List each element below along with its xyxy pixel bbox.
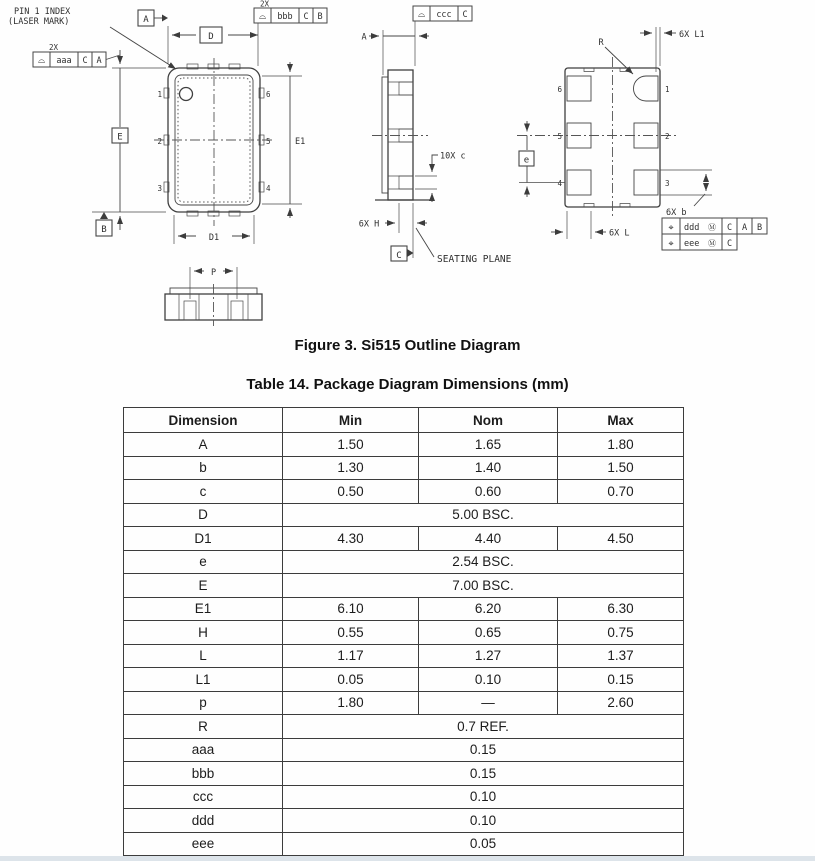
fcf-aaa-d1: C [82, 56, 88, 66]
nom-cell: 0.65 [419, 621, 558, 645]
table-row [124, 762, 684, 786]
max-cell: 6.30 [558, 597, 684, 621]
fcf-ccc-tol: ccc [436, 10, 452, 20]
bottom-pin-5: 5 [557, 132, 562, 141]
min-cell: 1.80 [283, 691, 419, 715]
table-row [124, 527, 684, 551]
datum-a-label: A [143, 15, 149, 25]
front-pin-4: 4 [266, 184, 271, 193]
mmc-modifier: Ⓜ [708, 223, 716, 232]
dim-cell: D1 [124, 527, 283, 551]
label-6x-b: 6X b [666, 208, 687, 218]
table-row [124, 785, 684, 809]
dim-cell: H [124, 621, 283, 645]
nom-cell: 1.27 [419, 644, 558, 668]
front-pin-3: 3 [157, 184, 162, 193]
max-cell: 0.15 [558, 668, 684, 692]
pin1-index-note: PIN 1 INDEX [14, 7, 71, 17]
pad-pin1-rounded [634, 76, 659, 101]
fcf-bbb-tol: bbb [277, 12, 293, 22]
dim-cell: ddd [124, 809, 283, 833]
figure-caption: Figure 3. Si515 Outline Diagram [294, 337, 521, 354]
feature-control-frame-bbb [254, 0, 327, 66]
outline-diagram [0, 0, 815, 335]
dim-e-pitch-label: e [523, 155, 530, 166]
span-cell: 0.15 [283, 762, 684, 786]
dim-d1-label: D1 [208, 233, 220, 243]
dim-cell: L1 [124, 668, 283, 692]
datum-c-label: C [396, 251, 402, 261]
end-view [165, 267, 262, 326]
label-6x-h: 6X H [358, 219, 380, 230]
profile-symbol: ⌓ [417, 10, 426, 20]
mmc-modifier: Ⓜ [708, 239, 716, 248]
span-cell: 0.15 [283, 738, 684, 762]
side-view-body [388, 70, 413, 200]
fcf-aaa-qty: 2X [49, 43, 59, 52]
seating-plane-label: SEATING PLANE [437, 254, 512, 265]
label-6x-l1: 6X L1 [679, 30, 705, 40]
label-10x-c: 10X c [440, 151, 466, 162]
table-title: Table 14. Package Diagram Dimensions (mm) [246, 376, 569, 393]
page-edge-strip [0, 856, 815, 861]
pad [634, 170, 658, 195]
min-cell: 0.50 [283, 480, 419, 504]
dim-cell: E1 [124, 597, 283, 621]
dim-cell: aaa [124, 738, 283, 762]
side-view [359, 6, 512, 265]
span-cell: 0.10 [283, 785, 684, 809]
pin1-index-note-2: (LASER MARK) [8, 17, 70, 27]
table-row [124, 832, 684, 856]
dim-cell: bbb [124, 762, 283, 786]
fcf-ddd-tol: ddd [684, 223, 700, 233]
nom-cell: 1.65 [419, 433, 558, 457]
span-cell: 0.7 REF. [283, 715, 684, 739]
feature-control-frame-ddd [662, 218, 767, 234]
table-header-row [124, 408, 684, 433]
min-cell: 4.30 [283, 527, 419, 551]
min-cell: 1.30 [283, 456, 419, 480]
min-cell: 0.55 [283, 621, 419, 645]
fcf-eee-d1: C [726, 239, 733, 249]
table-row [124, 574, 684, 598]
max-cell: 0.70 [558, 480, 684, 504]
dim-cell: e [124, 550, 283, 574]
dim-cell: b [124, 456, 283, 480]
table-row [124, 456, 684, 480]
datum-b-label: B [101, 225, 107, 235]
table-row [124, 644, 684, 668]
max-cell: 1.50 [558, 456, 684, 480]
fcf-aaa-d2: A [96, 56, 102, 66]
dim-cell: L [124, 644, 283, 668]
dim-p-label: P [210, 268, 217, 278]
bottom-pin-1: 1 [665, 85, 670, 94]
table-row [124, 715, 684, 739]
dim-cell: p [124, 691, 283, 715]
max-cell: 1.37 [558, 644, 684, 668]
dim-a-label: A [361, 32, 367, 43]
bottom-pin-3: 3 [665, 179, 670, 188]
col-header-max: Max [558, 408, 684, 433]
profile-symbol: ⌓ [37, 56, 46, 66]
table-row [124, 550, 684, 574]
table-row [124, 809, 684, 833]
fcf-aaa-tol: aaa [56, 56, 72, 66]
position-symbol: ⌖ [668, 239, 674, 250]
dimensions-table [123, 407, 684, 856]
feature-control-frame-eee [662, 234, 737, 250]
dim-cell: E [124, 574, 283, 598]
dim-e1-label: E1 [295, 137, 306, 147]
fcf-ddd-d3: B [756, 223, 763, 233]
min-cell: 1.50 [283, 433, 419, 457]
dim-cell: ccc [124, 785, 283, 809]
span-cell: 5.00 BSC. [283, 503, 684, 527]
dim-d-label: D [208, 32, 214, 42]
front-pin-1: 1 [157, 90, 162, 99]
pin1-index-mark [180, 88, 193, 101]
nom-cell: — [419, 691, 558, 715]
front-pin-2: 2 [157, 137, 162, 146]
dim-cell: A [124, 433, 283, 457]
dim-cell: D [124, 503, 283, 527]
max-cell: 1.80 [558, 433, 684, 457]
pad [567, 76, 591, 101]
dim-e-label: E [117, 132, 123, 143]
label-6x-l: 6X L [609, 228, 630, 239]
span-cell: 7.00 BSC. [283, 574, 684, 598]
profile-symbol: ⌓ [258, 12, 267, 22]
table-row [124, 433, 684, 457]
span-cell: 0.05 [283, 832, 684, 856]
table-row [124, 621, 684, 645]
front-pin-5: 5 [266, 137, 271, 146]
span-cell: 2.54 BSC. [283, 550, 684, 574]
bottom-pin-6: 6 [557, 85, 562, 94]
col-header-nom: Nom [419, 408, 558, 433]
min-cell: 1.17 [283, 644, 419, 668]
col-header-dimension: Dimension [124, 408, 283, 433]
max-cell: 0.75 [558, 621, 684, 645]
dim-cell: R [124, 715, 283, 739]
nom-cell: 0.10 [419, 668, 558, 692]
fcf-eee-tol: eee [684, 239, 700, 249]
max-cell: 2.60 [558, 691, 684, 715]
feature-control-frame-aaa [33, 43, 120, 67]
bottom-pin-4: 4 [557, 179, 562, 188]
fcf-ddd-d2: A [741, 223, 748, 233]
fcf-bbb-qty: 2X [260, 0, 270, 9]
fcf-ddd-d1: C [726, 223, 733, 233]
nom-cell: 6.20 [419, 597, 558, 621]
nom-cell: 0.60 [419, 480, 558, 504]
front-pin-6: 6 [266, 90, 271, 99]
table-row [124, 597, 684, 621]
min-cell: 6.10 [283, 597, 419, 621]
table-row [124, 480, 684, 504]
table-row [124, 691, 684, 715]
nom-cell: 1.40 [419, 456, 558, 480]
pad [567, 170, 591, 195]
table-row [124, 738, 684, 762]
table-row [124, 503, 684, 527]
nom-cell: 4.40 [419, 527, 558, 551]
fcf-bbb-d1: C [303, 12, 309, 22]
fcf-ccc-d1: C [462, 10, 468, 20]
span-cell: 0.10 [283, 809, 684, 833]
bottom-view [517, 27, 767, 250]
dim-cell: c [124, 480, 283, 504]
bottom-pin-2: 2 [665, 132, 670, 141]
dim-cell: eee [124, 832, 283, 856]
position-symbol: ⌖ [668, 223, 674, 234]
label-r: R [598, 38, 604, 48]
table-row [124, 668, 684, 692]
fcf-bbb-d2: B [317, 12, 323, 22]
min-cell: 0.05 [283, 668, 419, 692]
max-cell: 4.50 [558, 527, 684, 551]
front-view [8, 0, 327, 244]
col-header-min: Min [283, 408, 419, 433]
